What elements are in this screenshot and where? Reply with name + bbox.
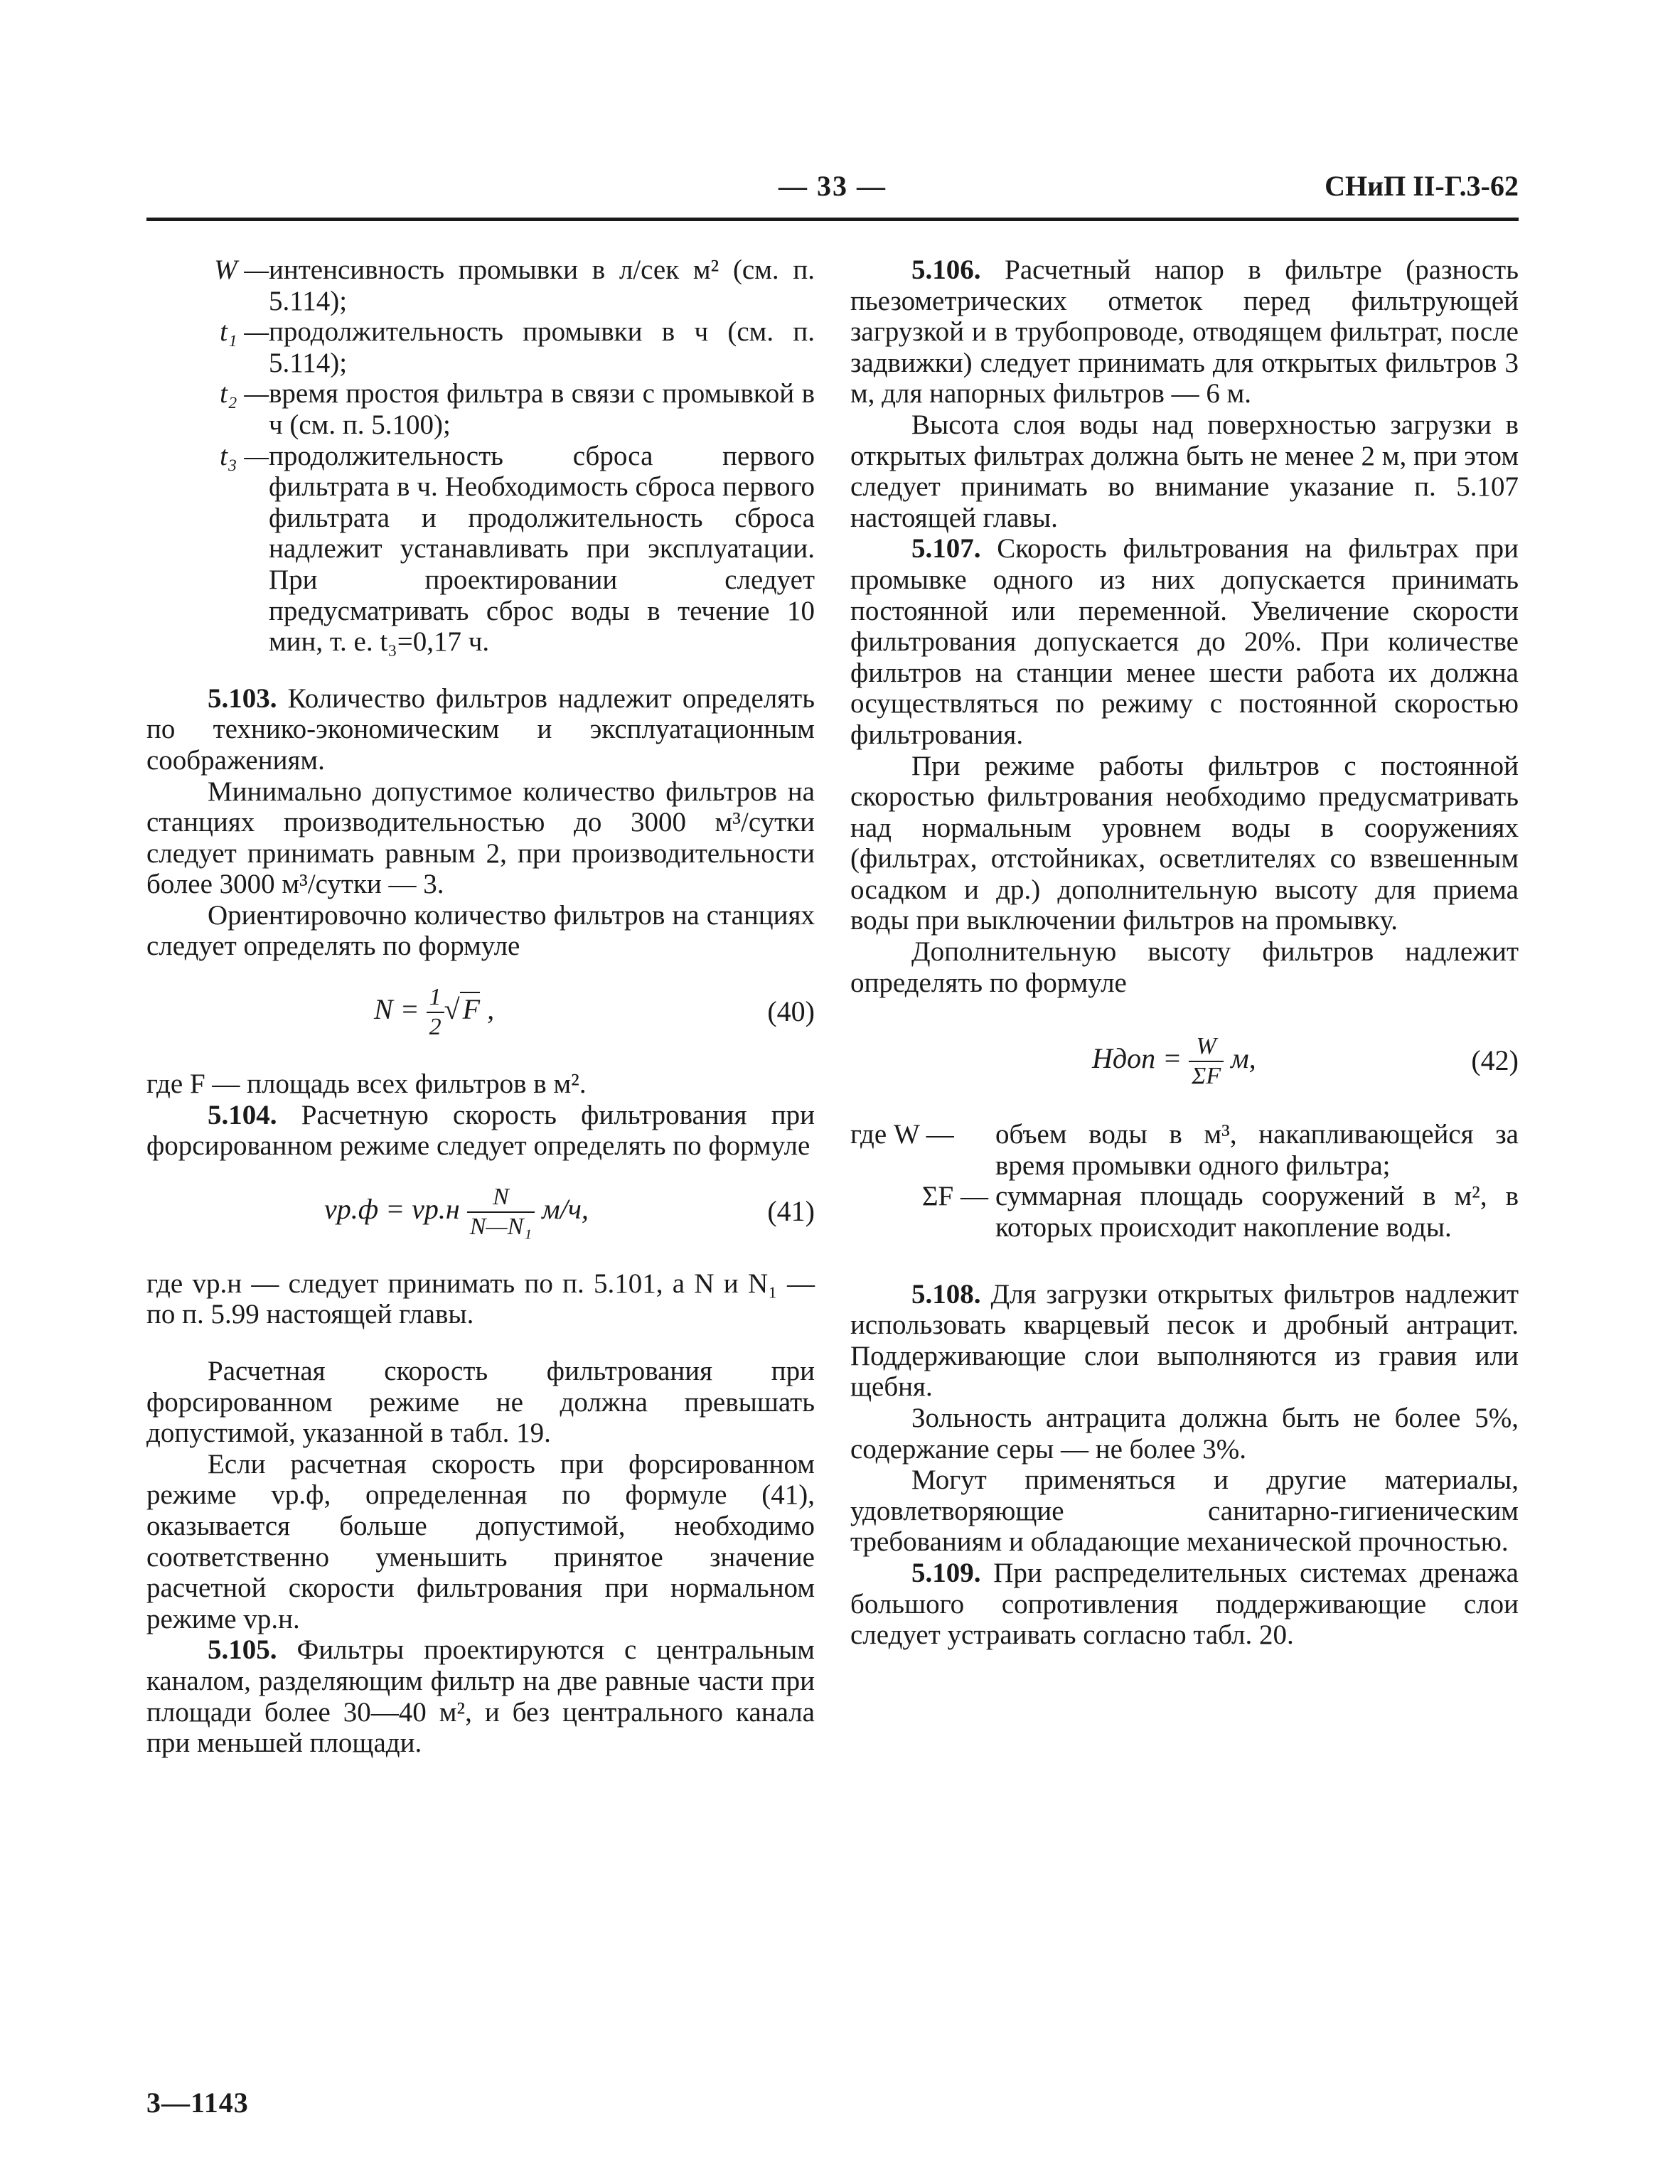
formula-number: (41) xyxy=(767,1194,815,1227)
clause-number: 5.107. xyxy=(911,533,981,564)
definition-item xyxy=(146,378,815,440)
clause-number: 5.108. xyxy=(911,1278,981,1310)
formula-expression xyxy=(1092,1032,1256,1091)
clause-number: 5.109. xyxy=(911,1557,981,1588)
fraction-denominator: ΣF xyxy=(1192,1063,1221,1090)
definition-symbol: где W — xyxy=(850,1119,954,1150)
definition-text: объем воды в м³, накапливающейся за время промывки одного фильтра; xyxy=(995,1119,1519,1181)
radical-sign: √ xyxy=(444,993,460,1026)
fraction-numerator: 1 xyxy=(427,983,444,1013)
paragraph-text: Скорость фильтрования на фильтрах при промывке одного из них допускается принимать постоянной или переменной. Увеличение скорости фильтрования допускается до 20%. При количестве фильтров на станции менее шести работа их должна осуществляться по режиму с постоянной скоростью фильтрования. xyxy=(850,533,1519,750)
clause-number: 5.105. xyxy=(208,1634,277,1666)
definition-symbol: t₃ — xyxy=(220,440,269,471)
definition-symbol: W — xyxy=(214,255,269,285)
paragraph: где F — площадь всех фильтров в м². xyxy=(146,1069,587,1100)
formula-number: (42) xyxy=(1471,1044,1519,1077)
definition-item xyxy=(146,255,815,316)
definition-symbol: t₁ — xyxy=(220,316,269,348)
paragraph: Ориентировочно количество фильтров на станциях следует определять по формуле xyxy=(146,899,815,962)
definition-text: суммарная площадь сооружений в м², в которых происходит накопление воды. xyxy=(995,1181,1519,1243)
paragraph-text: Расчетную скорость фильтрования при форсированном режиме следует определять по формуле xyxy=(146,1099,815,1162)
formula-unit: м/ч, xyxy=(542,1193,589,1226)
formula-unit: м, xyxy=(1231,1042,1256,1075)
fraction-denominator: 2 xyxy=(429,1014,442,1041)
definitions-list xyxy=(146,255,815,658)
formula-number: (40) xyxy=(767,995,815,1028)
formula-42 xyxy=(850,998,1519,1119)
definition-text: продолжительность промывки в ч (см. п. 5.114); xyxy=(269,316,815,378)
right-column xyxy=(850,255,1519,1651)
document-code: СНиП II-Г.3-62 xyxy=(1325,170,1519,202)
formula-lhs: Hдоп = xyxy=(1092,1042,1182,1075)
paragraph: Зольность антрацита должна быть не более 5%, содержание серы — не более 3%. xyxy=(850,1403,1519,1465)
formula-tail: , xyxy=(480,993,495,1026)
paragraph: Минимально допустимое количество фильтров на станциях производительностью до 3000 м³/сутки следует принимать равным 2, при производительности более 3000 м³/сутки — 3. xyxy=(146,776,815,900)
definition-symbol: ΣF — xyxy=(921,1181,988,1212)
definition-text: время простоя фильтра в связи с промывкой в ч (см. п. 5.100); xyxy=(269,378,815,440)
paragraph-text: Количество фильтров надлежит определять по технико-экономическим и эксплуатационным соображениям. xyxy=(146,682,815,776)
formula-expression xyxy=(324,1183,589,1241)
fraction-numerator: W xyxy=(1189,1032,1224,1062)
formula-fraction xyxy=(427,983,444,1042)
header-rule xyxy=(146,218,1519,221)
formula-expression xyxy=(374,983,494,1042)
paragraph: Если расчетная скорость при форсированном режиме vр.ф, определенная по формуле (41), оказывается больше допустимой, необходимо соответственно уменьшить принятое значение расчетной скорости фильтрования при нормальном режиме vр.н. xyxy=(146,1448,815,1634)
definition-text: продолжительность сброса первого фильтрата в ч. Необходимость сброса первого фильтрата и продолжительность сброса надлежит устанавливать при эксплуатации. При проектировании следует предусматривать сброс воды в течение 10 мин, т. е. t₃=0,17 ч. xyxy=(269,440,815,658)
formula-lhs: N = xyxy=(374,993,419,1026)
paragraph-5-106 xyxy=(850,255,1519,410)
printer-signature: 3—1143 xyxy=(146,2087,249,2119)
definition-symbol: t₂ — xyxy=(220,378,269,410)
formula-40 xyxy=(146,962,815,1069)
fraction-numerator: N xyxy=(467,1183,535,1213)
paragraph-5-105 xyxy=(146,1634,815,1758)
paragraph-5-104 xyxy=(146,1100,815,1162)
paragraph-5-109 xyxy=(850,1558,1519,1651)
paragraph-5-107 xyxy=(850,533,1519,750)
paragraph-text: Для загрузки открытых фильтров надлежит использовать кварцевый песок и дробный антрацит. Поддерживающие слои выполняются из гравия или щебня. xyxy=(850,1278,1519,1403)
paragraph: При режиме работы фильтров с постоянной скоростью фильтрования необходимо предусматривать над нормальным уровнем воды в сооружениях (фильтрах, отстойниках, осветлителях со взвешенным осадком и др.) дополнительную высоту для приема воды при выключении фильтров на промывку. xyxy=(850,750,1519,936)
definition-item xyxy=(146,441,815,658)
formula-fraction xyxy=(1189,1032,1224,1091)
left-column xyxy=(146,255,815,1759)
paragraph: Дополнительную высоту фильтров надлежит определять по формуле xyxy=(850,936,1519,998)
page-header xyxy=(146,169,1519,212)
clause-number: 5.104. xyxy=(208,1099,277,1130)
clause-number: 5.106. xyxy=(911,255,981,285)
paragraph-5-108 xyxy=(850,1279,1519,1403)
definition-item xyxy=(850,1181,1519,1243)
paragraph: где vр.н — следует принимать по п. 5.101, а N и N₁ — по п. 5.99 настоящей главы. xyxy=(146,1268,815,1330)
definition-item xyxy=(146,316,815,378)
formula-lhs: vр.ф = vр.н xyxy=(324,1193,460,1226)
clause-number: 5.103. xyxy=(208,682,277,714)
fraction-denominator: N—N₁ xyxy=(469,1213,533,1240)
paragraph-5-103 xyxy=(146,683,815,776)
paragraph: Могут применяться и другие материалы, удовлетворяющие санитарно-гигиеническим требованиям и обладающие механической прочностью. xyxy=(850,1465,1519,1558)
paragraph-text: Фильтры проектируются с центральным каналом, разделяющим фильтр на две равные части при площади более 30—40 м², и без центрального канала при меньшей площади. xyxy=(146,1634,815,1759)
definition-text: интенсивность промывки в л/сек м² (см. п. 5.114); xyxy=(269,255,815,316)
paragraph: Высота слоя воды над поверхностью загрузки в открытых фильтрах должна быть не менее 2 м, при этом следует принимать во внимание указание п. 5.107 настоящей главы. xyxy=(850,409,1519,533)
radicand: F xyxy=(460,992,480,1025)
paragraph-text: Расчетный напор в фильтре (разность пьезометрических отметок перед фильтрующей загрузкой и в трубопроводе, отводящем фильтрат, после задвижки) следует принимать для открытых фильтров 3 м, для напорных фильтров — 6 м. xyxy=(850,255,1519,410)
formula-fraction xyxy=(467,1183,535,1241)
definitions-list xyxy=(850,1119,1519,1243)
paragraph-text: При распределительных системах дренажа большого сопротивления поддерживающие слои следует устраивать согласно табл. 20. xyxy=(850,1557,1519,1651)
page-number: — 33 — xyxy=(779,170,887,202)
paragraph: Расчетная скорость фильтрования при форсированном режиме не должна превышать допустимой, указанной в табл. 19. xyxy=(146,1356,815,1449)
definition-item xyxy=(850,1119,1519,1181)
formula-41 xyxy=(146,1162,815,1268)
